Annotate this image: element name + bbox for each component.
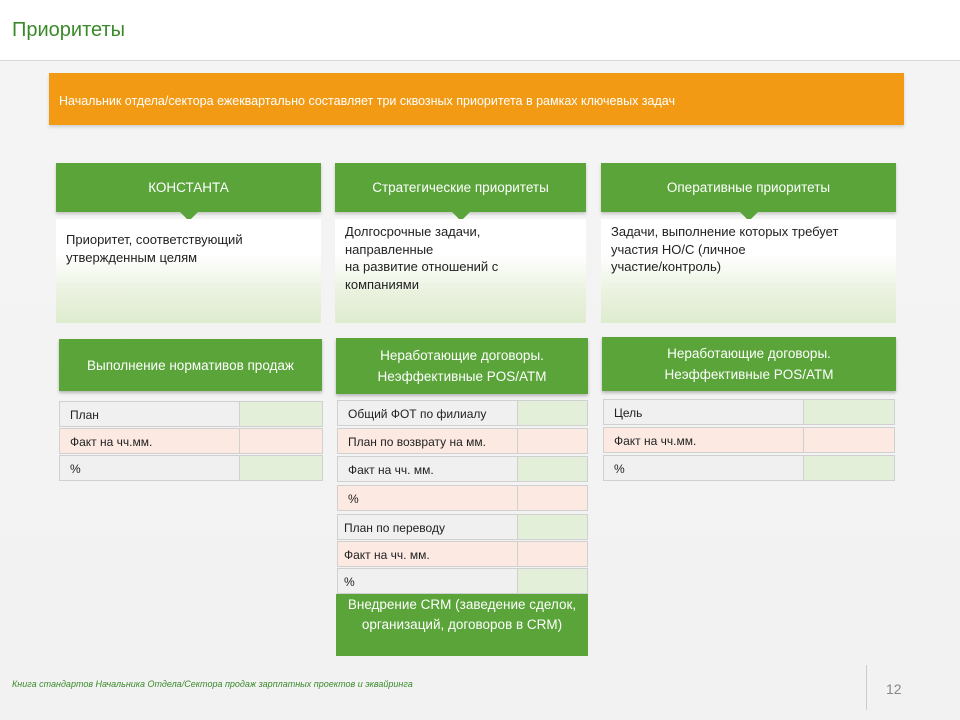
column-header-operational [601, 163, 896, 212]
row-label: Факт на чч. мм. [337, 541, 517, 567]
banner-text: Начальник отдела/сектора ежеквартально составляет три сквозных приоритета в рамках ключевых задач [59, 94, 675, 108]
row-value-cell [239, 401, 323, 427]
page-title: Приоритеты [12, 19, 126, 41]
table-row [603, 399, 895, 425]
table-row [337, 456, 588, 482]
row-value-cell [239, 428, 323, 454]
page-number: 12 [886, 681, 902, 697]
row-value-cell [239, 455, 323, 481]
priority-banner [49, 73, 904, 125]
metric-label: Неработающие договоры. Неэффективные POS/ATM [377, 348, 547, 384]
row-value-cell [517, 541, 588, 567]
column-header-label: Стратегические приоритеты [372, 180, 549, 195]
row-label: Общий ФОТ по филиалу [337, 400, 517, 426]
description-constant [56, 219, 321, 323]
row-label: План по переводу [337, 514, 517, 540]
table-row [337, 485, 588, 511]
row-label: Цель [603, 399, 803, 425]
metric-header-operational [602, 337, 896, 391]
page-number-divider [866, 665, 867, 710]
description-text: Долгосрочные задачи, направленные на развитие отношений с компаниями [345, 224, 499, 292]
column-header-label: КОНСТАНТА [148, 180, 229, 195]
description-operational [601, 219, 896, 323]
table-row [337, 400, 588, 426]
row-label: Факт на чч. мм. [337, 456, 517, 482]
row-value-cell [517, 485, 588, 511]
crm-text: Внедрение CRM (заведение сделок, организаций, договоров в CRM) [347, 597, 577, 632]
row-value-cell [517, 428, 588, 454]
table-row [59, 428, 323, 454]
column-header-strategic [335, 163, 586, 212]
row-label: % [337, 568, 517, 594]
table-row [59, 401, 323, 427]
crm-implementation-block [336, 594, 588, 656]
metric-label: Выполнение нормативов продаж [87, 357, 294, 373]
row-value-cell [517, 400, 588, 426]
description-text: Приоритет, соответствующий утвержденным целям [66, 232, 243, 265]
row-value-cell [803, 455, 895, 481]
description-strategic [335, 219, 586, 323]
table-row [337, 514, 588, 540]
metric-header-strategic [336, 338, 588, 394]
row-value-cell [803, 399, 895, 425]
table-row [603, 427, 895, 453]
table-row [337, 568, 588, 594]
row-value-cell [517, 568, 588, 594]
footer-text: Книга стандартов Начальника Отдела/Сектора продаж зарплатных проектов и эквайринга [12, 679, 413, 689]
row-label: % [59, 455, 239, 481]
row-value-cell [517, 514, 588, 540]
row-label: Факт на чч.мм. [59, 428, 239, 454]
row-value-cell [517, 456, 588, 482]
table-row [603, 455, 895, 481]
column-header-label: Оперативные приоритеты [666, 180, 831, 195]
column-header-constant [56, 163, 321, 212]
metric-header-constant [59, 339, 322, 391]
row-label: Факт на чч.мм. [603, 427, 803, 453]
row-label: % [337, 485, 517, 511]
row-label: % [603, 455, 803, 481]
table-row [337, 428, 588, 454]
description-text: Задачи, выполнение которых требует участия НО/С (личное участие/контроль) [611, 224, 839, 274]
table-row [337, 541, 588, 567]
row-value-cell [803, 427, 895, 453]
metric-label: Неработающие договоры. Неэффективные POS/ATM [664, 346, 834, 382]
row-label: План [59, 401, 239, 427]
header-divider [0, 60, 960, 61]
row-label: План по возврату на мм. [337, 428, 517, 454]
table-row [59, 455, 323, 481]
